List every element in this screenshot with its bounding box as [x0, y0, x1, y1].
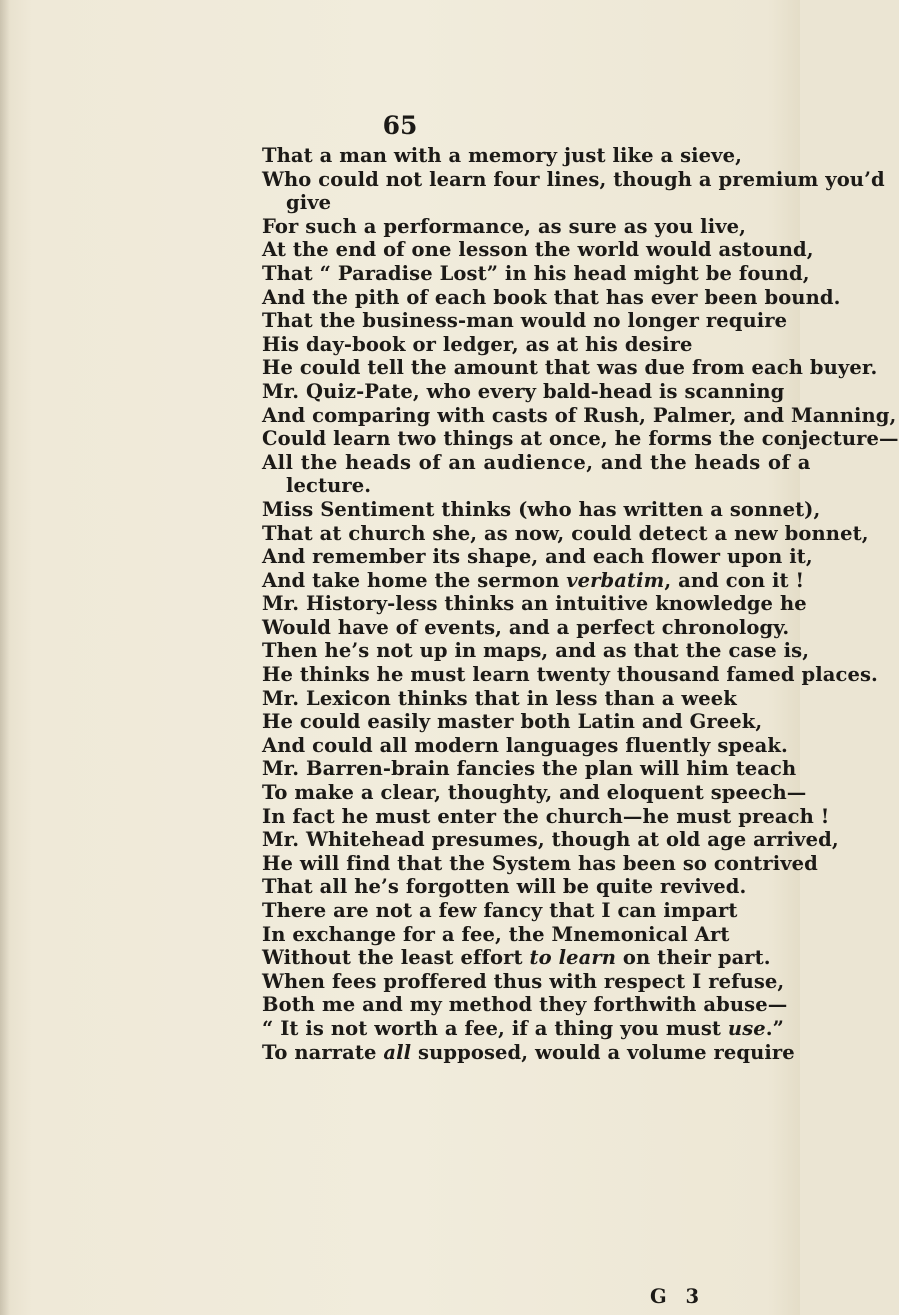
poem-line: That “ Paradise Lost” in his head might be found, [262, 261, 810, 285]
poem-line: He thinks he must learn twenty thousand famed places. [262, 663, 878, 687]
line-segment: on their part. [616, 946, 771, 970]
poem-line: Mr. History-less thinks an intuitive knowledge he [262, 592, 807, 616]
poem-line: For such a performance, as sure as you live, [262, 214, 747, 238]
poem-line: All the heads of an audience, and the heads of a [262, 450, 811, 474]
poem-line-turnover: lecture. [286, 474, 372, 498]
poem-line [262, 1016, 785, 1041]
line-segment: supposed, would a volume require [411, 1040, 795, 1064]
line-segment: To narrate [262, 1040, 384, 1064]
line-segment: “ It is not worth a fee, if a thing you must [262, 1016, 728, 1040]
poem-line: And comparing with casts of Rush, Palmer, and Manning, [262, 403, 897, 427]
poem-line: Could learn two things at once, he forms the conjecture— [262, 427, 899, 451]
poem-line: Would have of events, and a perfect chronology. [262, 615, 790, 639]
poem-line: And remember its shape, and each flower upon it, [262, 545, 813, 569]
poem-line: That a man with a memory just like a sieve, [262, 144, 743, 167]
poem-line: Mr. Lexicon thinks that in less than a week [262, 686, 737, 710]
poem-line: Mr. Whitehead presumes, though at old age arrived, [262, 828, 839, 852]
page-number: 65 [382, 111, 418, 140]
poem-line: Who could not learn four lines, though a premium you’d [262, 167, 885, 191]
poem-line: Both me and my method they forthwith abuse— [262, 993, 788, 1017]
poem-line: At the end of one lesson the world would astound, [262, 238, 814, 262]
poem-text [262, 144, 899, 1064]
poem-line: That the business-man would no longer require [262, 309, 788, 333]
poem-line: Then he’s not up in maps, and as that the case is, [262, 639, 810, 663]
poem-line: When fees proffered thus with respect I refuse, [262, 969, 785, 993]
poem-line: Mr. Quiz-Pate, who every bald-head is scanning [262, 379, 785, 403]
poem-line: Miss Sentiment thinks (who has written a sonnet), [262, 497, 821, 521]
line-segment: , and con it ! [664, 568, 805, 592]
poem-line: And could all modern languages fluently speak. [262, 733, 788, 757]
line-segment: And take home the sermon [262, 568, 567, 592]
poem-line: Mr. Barren-brain fancies the plan will him teach [262, 757, 797, 781]
italic-phrase: use [727, 1016, 766, 1040]
italic-phrase: all [383, 1040, 412, 1064]
poem-line: To make a clear, thoughty, and eloquent speech— [262, 781, 807, 805]
poem-line [262, 946, 782, 970]
poem-line: He will find that the System has been so contrived [262, 851, 818, 875]
printer-signature-mark: G 3 [650, 1285, 706, 1308]
poem-line [262, 1040, 795, 1065]
poem-line: That all he’s forgotten will be quite revived. [262, 875, 747, 899]
poem-line: He could easily master both Latin and Greek, [262, 710, 763, 734]
poem-line [262, 568, 805, 593]
poem-line: His day-book or ledger, as at his desire [262, 332, 693, 356]
italic-phrase: verbatim [566, 568, 665, 592]
poem-line: There are not a few fancy that I can impart [262, 899, 738, 922]
poem-line: In fact he must enter the church—he must preach ! [262, 804, 830, 828]
poem-line: And the pith of each book that has ever been bound. [262, 285, 841, 309]
line-segment: .” [765, 1016, 785, 1040]
italic-phrase: to learn [529, 946, 617, 970]
line-segment: Without the least effort [262, 946, 530, 970]
poem-line-turnover: give [286, 191, 332, 215]
spine-shadow [0, 0, 10, 1315]
poem-line: In exchange for a fee, the Mnemonical Art [262, 922, 730, 946]
poem-line: That at church she, as now, could detect a new bonnet, [262, 521, 869, 545]
poem-line: He could tell the amount that was due from each buyer. [262, 356, 878, 380]
